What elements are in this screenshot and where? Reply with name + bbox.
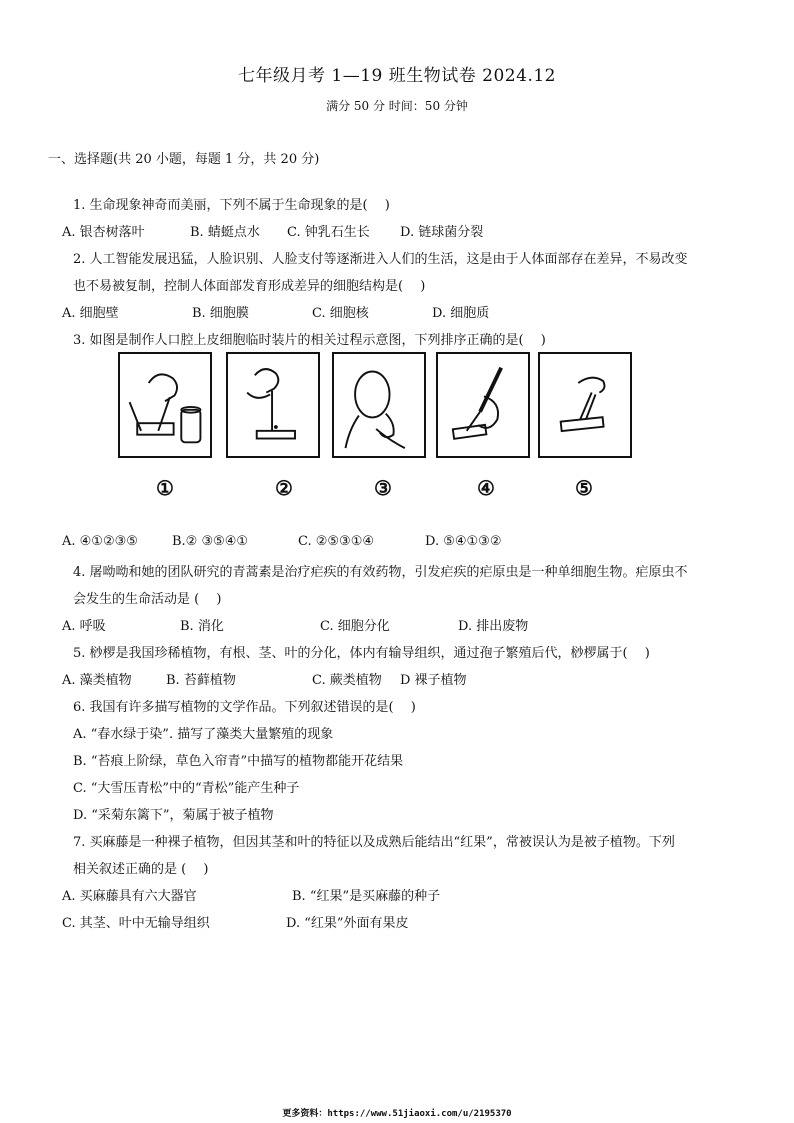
- question-4-stem-line2: 会发生的生命活动是 ( ): [73, 592, 222, 607]
- question-7-option-b: B. “红果”是买麻藤的种子: [292, 889, 441, 904]
- figure-label-2: ②: [275, 476, 293, 500]
- tweezers-coverslip-drawing: [540, 354, 630, 456]
- exam-title: 七年级月考 1—19 班生物试卷 2024.12: [238, 66, 556, 86]
- question-3-option-a: A. ④①②③⑤: [62, 534, 138, 549]
- figure-panel-5: [538, 352, 632, 458]
- question-4-stem-line1: 4. 屠呦呦和她的团队研究的青蒿素是治疗疟疾的有效药物，引发疟疾的疟原虫是一种单细胞生物。疟原虫不: [73, 565, 688, 580]
- question-1-option-a: A. 银杏树落叶: [62, 225, 145, 240]
- exam-subtitle: 满分 50 分 时间：50 分钟: [326, 99, 468, 113]
- question-1-option-c: C. 钟乳石生长: [287, 225, 370, 240]
- question-5-option-b: B. 苔藓植物: [166, 673, 236, 688]
- question-2-option-d: D. 细胞质: [432, 306, 490, 321]
- figure-label-3: ③: [374, 476, 392, 500]
- dropper-beaker-drawing: [120, 354, 210, 456]
- slide-preparation-figure: [118, 349, 638, 504]
- question-1-option-b: B. 蜻蜓点水: [190, 225, 260, 240]
- question-1-stem: 1. 生命现象神奇而美丽，下列不属于生命现象的是( ): [73, 198, 390, 213]
- question-5-option-d: D 裸子植物: [400, 673, 467, 688]
- question-7-stem-line1: 7. 买麻藤是一种裸子植物，但因其茎和叶的特征以及成熟后能结出“红果”，常被误认为是被子植物。下列: [73, 835, 675, 850]
- question-7-option-a: A. 买麻藤具有六大器官: [62, 889, 197, 904]
- figure-label-5: ⑤: [575, 476, 593, 500]
- question-2-option-c: C. 细胞核: [312, 306, 369, 321]
- question-6-stem: 6. 我国有许多描写植物的文学作品。下列叙述错误的是( ): [73, 700, 416, 715]
- question-6-option-b: B. “苔痕上阶绿，草色入帘青”中描写的植物都能开花结果: [73, 754, 404, 769]
- question-2-stem-line1: 2. 人工智能发展迅猛，人脸识别、人脸支付等逐渐进入人们的生活，这是由于人体面部存在差异，不易改变: [73, 252, 688, 267]
- figure-panel-1: [118, 352, 212, 458]
- footer-resource-link[interactable]: 更多资料：https://www.51jiaoxi.com/u/2195370: [282, 1109, 512, 1119]
- figure-label-1: ①: [156, 476, 174, 500]
- figure-panel-2: [226, 352, 320, 458]
- question-1-option-d: D. 链球菌分裂: [400, 225, 484, 240]
- section-heading: 一、选择题(共 20 小题，每题 1 分，共 20 分): [48, 152, 320, 167]
- figure-panel-4: [436, 352, 530, 458]
- figure-label-4: ④: [477, 476, 495, 500]
- question-6-option-c: C. “大雪压青松”中的“青松”能产生种子: [73, 781, 300, 796]
- mouth-scraping-drawing: [334, 354, 424, 456]
- question-2-option-b: B. 细胞膜: [192, 306, 249, 321]
- question-5-stem: 5. 桫椤是我国珍稀植物，有根、茎、叶的分化，体内有输导组织，通过孢子繁殖后代，桫椤属于( ): [73, 646, 650, 661]
- question-3-option-b: B.② ③⑤④①: [172, 534, 249, 549]
- question-3-option-d: D. ⑤④①③②: [425, 534, 502, 549]
- question-2-option-a: A. 细胞壁: [62, 306, 119, 321]
- dropper-slide-drawing: [228, 354, 318, 456]
- question-4-option-d: D. 排出废物: [458, 619, 529, 634]
- question-5-option-a: A. 藻类植物: [62, 673, 132, 688]
- question-4-option-c: C. 细胞分化: [320, 619, 390, 634]
- question-6-option-d: D. “采菊东篱下”，菊属于被子植物: [73, 808, 274, 823]
- question-3-stem: 3. 如图是制作人口腔上皮细胞临时装片的相关过程示意图，下列排序正确的是( ): [73, 333, 546, 348]
- question-4-option-a: A. 呼吸: [62, 619, 106, 634]
- question-2-stem-line2: 也不易被复制，控制人体面部发育形成差异的细胞结构是( ): [73, 279, 426, 294]
- question-3-option-c: C. ②⑤③①④: [298, 534, 375, 549]
- question-6-option-a: A. “春水绿于染”. 描写了藻类大量繁殖的现象: [73, 727, 334, 742]
- figure-panel-3: [332, 352, 426, 458]
- question-5-option-c: C. 蕨类植物: [312, 673, 382, 688]
- question-7-stem-line2: 相关叙述正确的是 ( ): [73, 862, 209, 877]
- question-4-option-b: B. 消化: [180, 619, 224, 634]
- question-7-option-d: D. “红果”外面有果皮: [286, 916, 409, 931]
- question-7-option-c: C. 其茎、叶中无输导组织: [62, 916, 210, 931]
- needle-coverslip-drawing: [438, 354, 528, 456]
